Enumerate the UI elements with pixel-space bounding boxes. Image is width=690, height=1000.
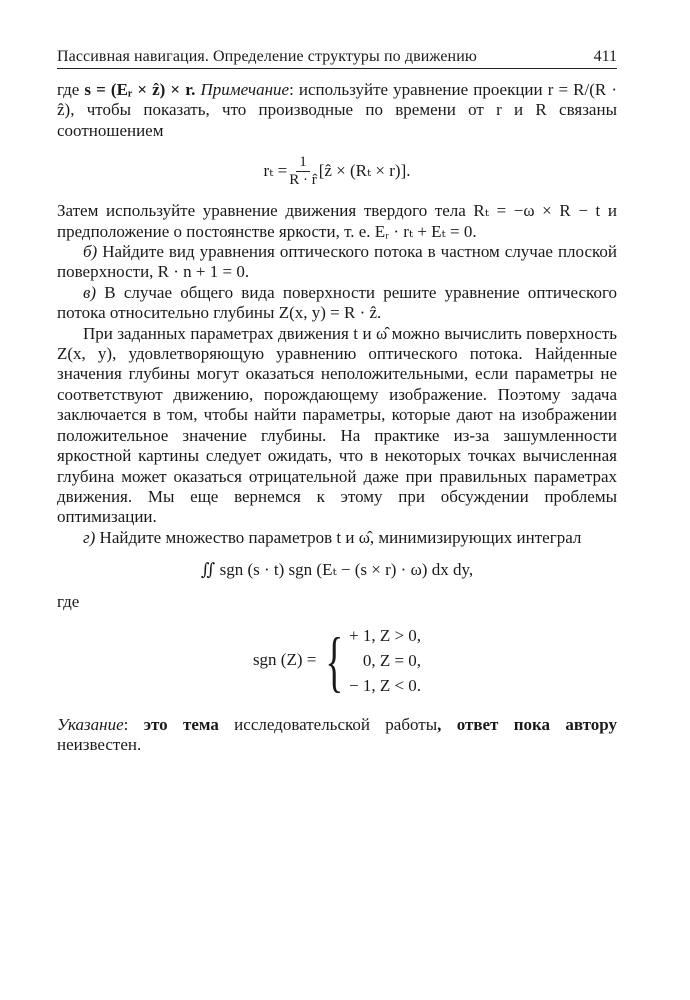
hint-text: исследовательской работы — [218, 714, 438, 734]
running-title: Пассивная навигация. Определение структуры по движению — [57, 48, 477, 65]
hint-text: : — [123, 714, 144, 734]
page-number: 411 — [593, 48, 617, 65]
inline-formula-s: s = (Eᵣ × ẑ) × r. — [84, 80, 196, 99]
fraction-numerator: 1 — [296, 154, 310, 172]
note-label: Примечание — [195, 80, 290, 99]
paragraph-discussion: При заданных параметрах движения t и ω̂ можно вычислить поверхность Z(x, y), удовлетворяющую уравнению оптического потока. Найденные значения глубины могут оказаться неположительными, если параметры не соответствуют движению, порождающему изображение. Поэтому задача заключается в том, чтобы найти параметры, которые дают на изображении положительное значение глубины. На практике из-за зашумленности яркостной картины следует ожидать, что в некоторых точках вычисленная глубина может оказаться отрицательной даже при правильных параметрах движения. Мы еще вернемся к этому при обсуждении проблемы оптимизации. — [57, 323, 617, 527]
case-row: − 1, Z < 0. — [349, 676, 422, 696]
fraction — [289, 154, 317, 189]
item-text-g: Найдите множество параметров t и ω̂, минимизирующих интеграл — [95, 527, 582, 547]
case-row: + 1, Z > 0, — [349, 626, 422, 646]
hint-label: Указание — [57, 714, 124, 734]
header-rule — [57, 68, 617, 69]
equation-lhs: rₜ = — [263, 161, 288, 181]
equation-rhs: [ẑ × (Rₜ × r)]. — [318, 161, 411, 181]
left-brace: { — [325, 622, 344, 699]
where-label: где — [57, 592, 80, 612]
paragraph-rigid-body: Затем используйте уравнение движения твердого тела Rₜ = −ω × R − t и предположение о постоянстве яркости, т. е. Eᵣ · rₜ + Eₜ = 0. — [57, 201, 617, 241]
equation-sgn — [57, 613, 617, 709]
note-text: : используйте уравнение проекции r = R/(R · ẑ), чтобы показать, что производные по времени от r и R связаны соотношением — [57, 80, 617, 140]
item-label-v: в) — [83, 282, 97, 302]
paragraph-hint — [57, 715, 617, 756]
item-label-g: г) — [83, 527, 96, 547]
item-text-v: В случае общего вида поверхности решите уравнение оптического потока относительно глубины Z(x, y) = R · ẑ. — [57, 282, 617, 323]
paragraph-lead: где — [57, 80, 85, 99]
integral-formula: ∬ sgn (s · t) sgn (Eₜ − (s × r) · ω) dx dy, — [200, 559, 474, 579]
hint-bold-text: это тема — [143, 714, 219, 734]
sgn-lhs: sgn (Z) = — [252, 650, 317, 670]
hint-bold-text: , ответ пока автору — [437, 714, 617, 734]
paragraph-where-s — [57, 80, 617, 141]
hint-text: неизвестен. — [57, 734, 142, 754]
item-text-b: Найдите вид уравнения оптического потока в частном случае плоской поверхности, R · n + 1 = 0. — [57, 242, 617, 282]
paragraph-v — [57, 283, 617, 324]
equation-r-t — [57, 141, 617, 201]
cases-block — [320, 623, 421, 698]
page-body — [57, 80, 617, 755]
case-rows — [349, 623, 421, 698]
item-label-b: б) — [83, 242, 98, 262]
case-row: 0, Z = 0, — [362, 651, 422, 671]
paragraph-b — [57, 242, 617, 283]
paragraph-g — [57, 528, 617, 548]
fraction-denominator: R · r̂ — [289, 171, 317, 188]
equation-integral — [57, 548, 617, 592]
